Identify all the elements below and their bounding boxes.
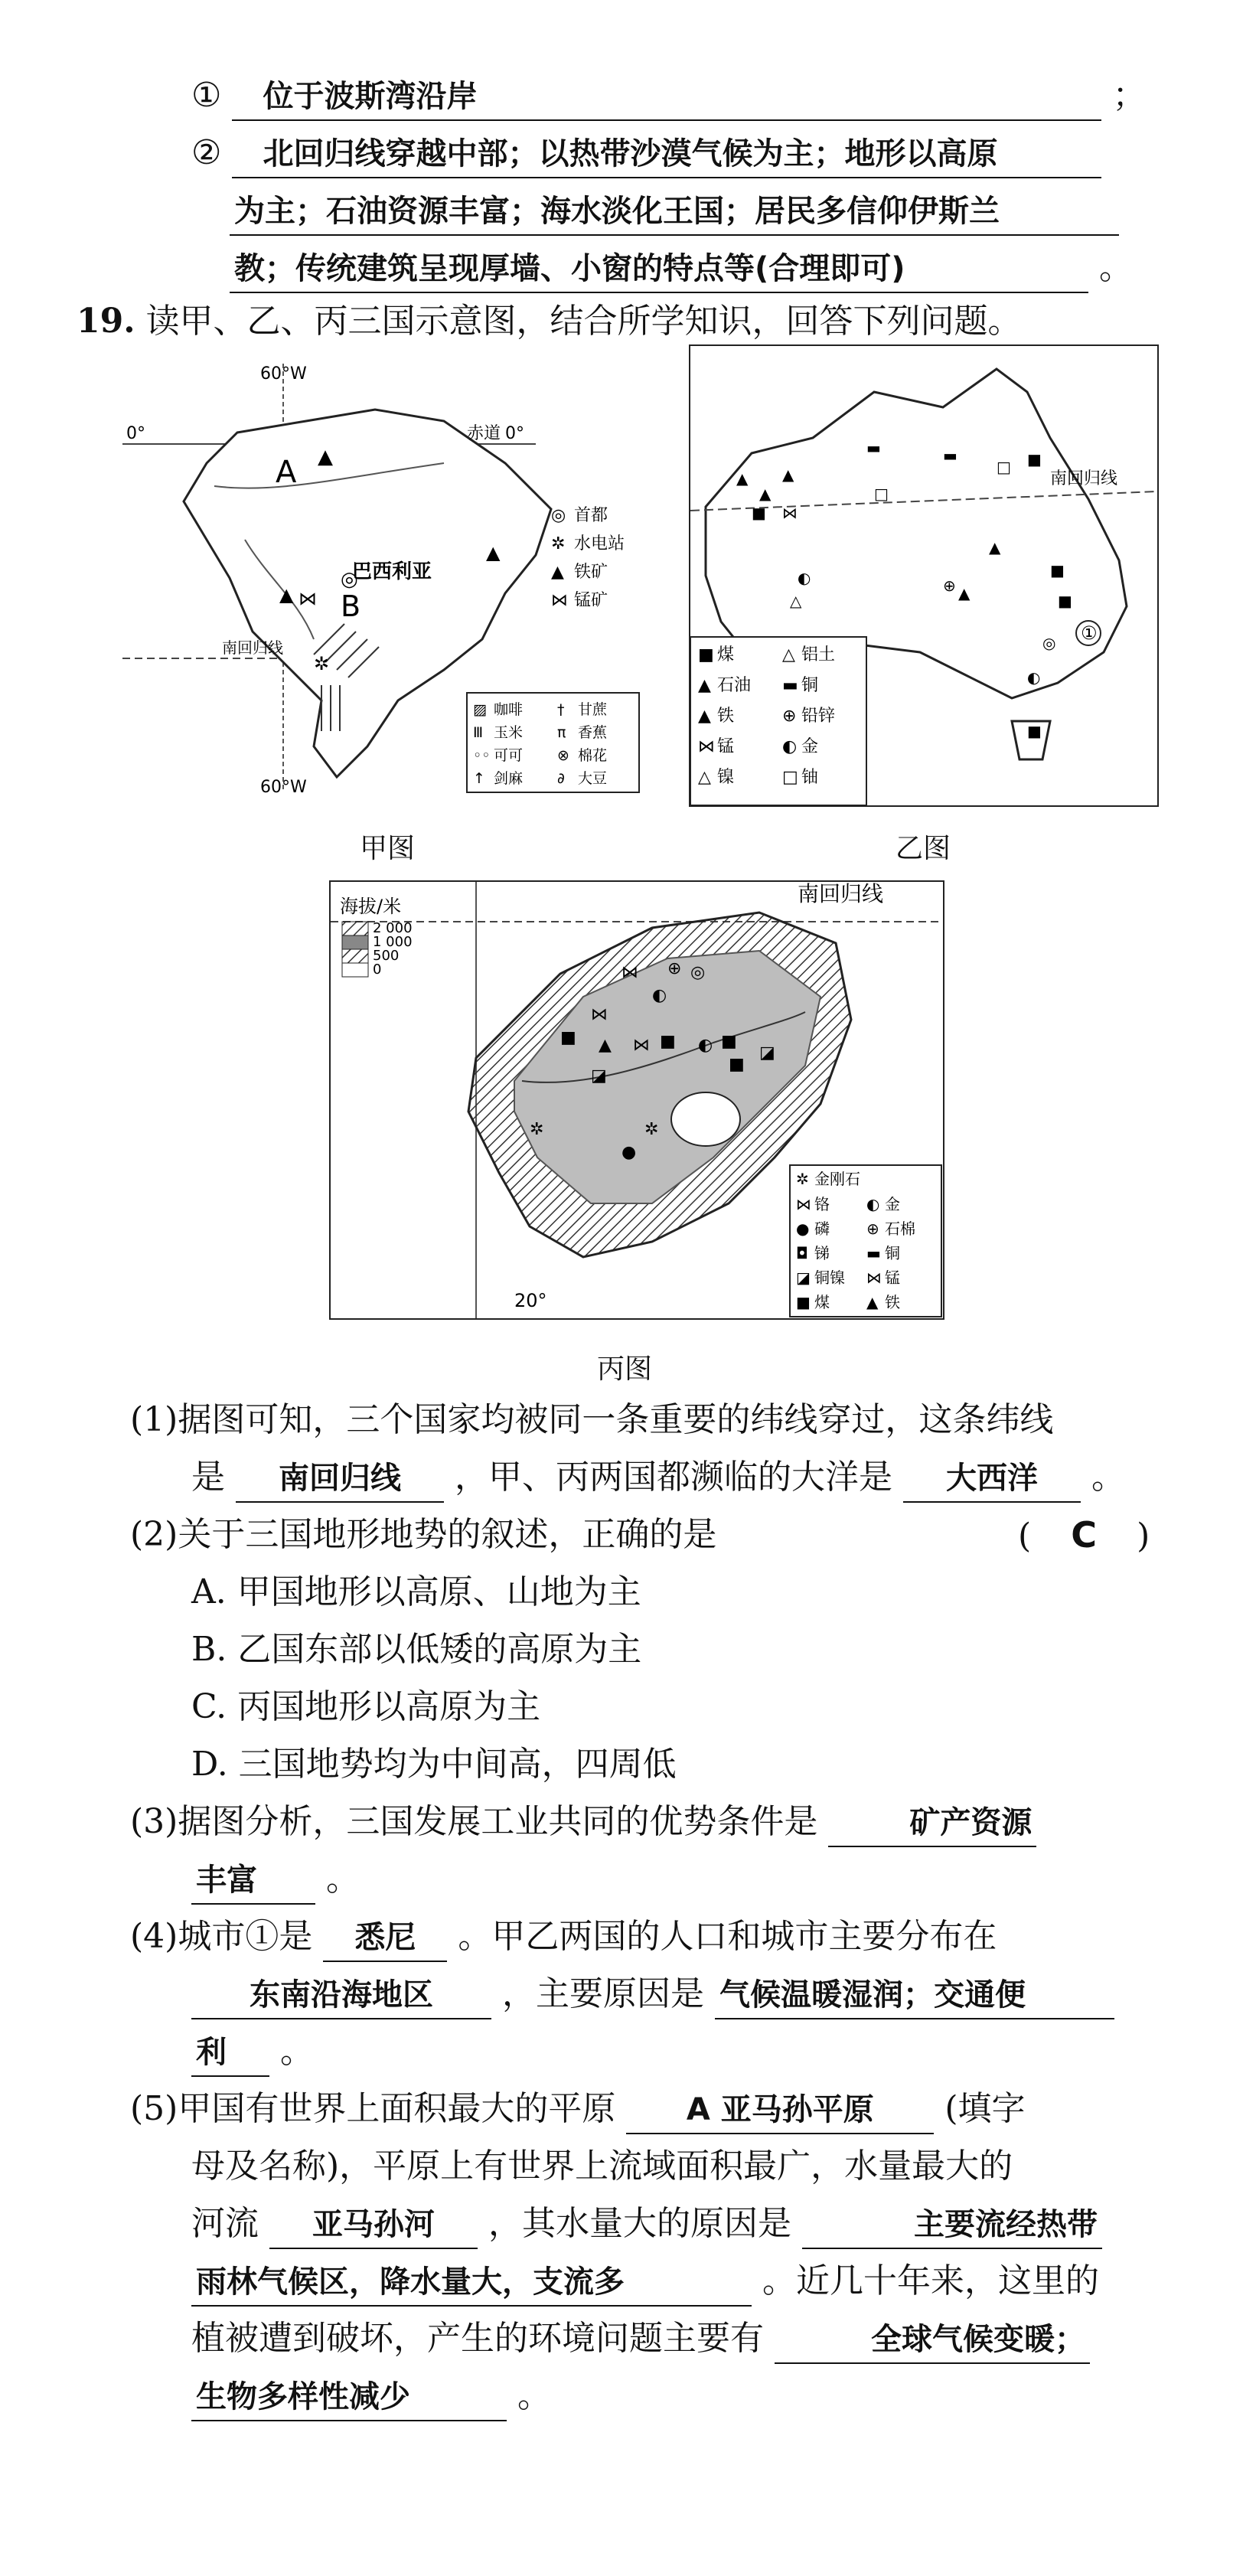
svg-text:⋈: ⋈ xyxy=(591,1005,608,1024)
sub5-text-e: ，其水量大的原因是 xyxy=(488,2204,791,2243)
yi-legend-icon-2: ▲ xyxy=(698,676,711,695)
sub5-text-a: (5)甲国有世界上面积最大的平原 xyxy=(130,2089,616,2128)
map-yi-caption: 乙图 xyxy=(896,833,951,864)
bing-legend-icon-9: ▲ xyxy=(866,1293,879,1311)
svg-text:◐: ◐ xyxy=(798,569,811,587)
svg-text:▲: ▲ xyxy=(736,469,749,488)
svg-text:◎: ◎ xyxy=(690,963,706,982)
q19-stem-text: 读甲、乙、丙三国示意图，结合所学知识，回答下列问题。 xyxy=(145,302,1022,341)
jia-crop-name-4: 可可 xyxy=(494,747,524,764)
svg-text:▬: ▬ xyxy=(866,439,881,457)
q18-item2-line3 xyxy=(230,245,1133,293)
jia-crop-name-2: 玉米 xyxy=(494,724,524,741)
sub2-question-text: (2)关于三国地形地势的叙述，正确的是 xyxy=(130,1515,717,1554)
sub5-text-c: 母及名称)，平原上有世界上流域面积最广，水量最大的 xyxy=(191,2147,1013,2186)
q18-item2-end: 。 xyxy=(1099,248,1133,287)
map-jia xyxy=(122,348,651,800)
svg-text:⋈: ⋈ xyxy=(782,504,798,522)
q18-item2-answer-line2: 为主；石油资源丰富；海水淡化王国；居民多信仰伊斯兰 xyxy=(230,188,1119,236)
q18-item2-line2 xyxy=(230,188,1119,236)
bing-altitude-title: 海拔/米 xyxy=(340,896,402,917)
yi-legend-name-8: 镍 xyxy=(717,768,735,787)
map-jia-caption: 甲图 xyxy=(360,833,416,864)
sub5-line6 xyxy=(191,2373,551,2421)
bing-altitude-2: 500 xyxy=(373,948,400,964)
sub1-answer-2: 大西洋 xyxy=(903,1455,1081,1503)
jia-crop-name-7: 大豆 xyxy=(578,770,608,787)
svg-text:■: ■ xyxy=(1050,561,1065,580)
svg-text:◐: ◐ xyxy=(698,1036,713,1055)
sub5-text-b: (填字 xyxy=(944,2089,1026,2128)
svg-text:●: ● xyxy=(621,1143,637,1162)
yi-legend-icon-4: ▲ xyxy=(698,707,711,726)
svg-text:△: △ xyxy=(790,592,802,610)
sub4-text-a: (4)城市①是 xyxy=(130,1917,313,1956)
bing-legend-icon-3: ⊕ xyxy=(866,1219,879,1238)
q18-item1-mark: ① xyxy=(191,76,222,115)
sub5-line1 xyxy=(130,2086,1026,2134)
sub4-line3 xyxy=(191,2029,314,2077)
svg-text:▲: ▲ xyxy=(279,584,294,606)
sub1-text-a: (1)据图可知，三个国家均被同一条重要的纬线穿过，这条纬线 xyxy=(130,1400,1054,1439)
jia-legend-name-3: 锰矿 xyxy=(574,591,608,610)
sub4-answer-3-part2: 利 xyxy=(191,2029,269,2077)
yi-legend-icon-1: △ xyxy=(782,645,795,664)
svg-text:▲: ▲ xyxy=(759,485,772,503)
sub5-text-g: 植被遭到破坏，产生的环境问题主要有 xyxy=(191,2319,764,2358)
yi-legend-name-4: 铁 xyxy=(717,707,735,726)
svg-text:□: □ xyxy=(997,458,1011,476)
sub2-paren-close: ) xyxy=(1137,1517,1150,1556)
yi-legend-icon-0: ■ xyxy=(698,645,714,664)
q19-number: 19. xyxy=(77,302,135,341)
q18-item1-answer: 位于波斯湾沿岸 xyxy=(232,73,1101,121)
svg-text:■: ■ xyxy=(1027,722,1042,740)
yi-legend-name-3: 铜 xyxy=(801,676,819,695)
svg-text:▲: ▲ xyxy=(318,446,333,469)
jia-equator: 赤道 xyxy=(467,424,501,443)
bing-altitude-0: 2 000 xyxy=(373,920,413,936)
sub4-line1 xyxy=(130,1914,997,1962)
bing-legend-name-0: 铬 xyxy=(814,1195,830,1213)
q18-item1-end: ； xyxy=(1112,76,1147,115)
bing-legend-name-4: 锑 xyxy=(814,1244,830,1262)
map-bing-caption: 丙图 xyxy=(597,1353,653,1385)
sub1-line2 xyxy=(191,1455,1125,1503)
yi-legend-name-7: 金 xyxy=(801,737,819,756)
bing-legend-name-6: 铜镍 xyxy=(814,1268,845,1287)
sub2-answer: C xyxy=(1071,1514,1098,1556)
svg-text:◐: ◐ xyxy=(652,986,667,1005)
yi-city-mark: ① xyxy=(1081,622,1098,644)
svg-text:◎: ◎ xyxy=(1042,634,1056,652)
q18-item2-line1 xyxy=(191,130,1101,178)
jia-legend-icon-1: ✲ xyxy=(551,534,566,553)
yi-legend-name-1: 铝土 xyxy=(801,645,836,664)
sub4-answer-3-part1: 气候温暖湿润；交通便 xyxy=(715,1972,1114,2019)
svg-text:⊕: ⊕ xyxy=(943,576,956,595)
jia-legend-name-2: 铁矿 xyxy=(574,563,608,582)
jia-label-b: B xyxy=(341,589,361,623)
jia-legend-icon-0: ◎ xyxy=(551,506,566,525)
sub1-line1 xyxy=(130,1397,1053,1443)
svg-text:■: ■ xyxy=(1027,450,1042,469)
bing-legend-icon-0: ⋈ xyxy=(796,1195,811,1213)
svg-text:▲: ▲ xyxy=(989,538,1001,557)
jia-crop-name-0: 咖啡 xyxy=(494,701,524,718)
svg-text:◐: ◐ xyxy=(1027,668,1041,687)
bing-legend-name-1: 金 xyxy=(885,1195,900,1213)
sub5-answer-2: 亚马孙河 xyxy=(269,2202,478,2249)
jia-crop-name-6: 剑麻 xyxy=(494,770,524,787)
jia-crop-name-1: 甘蔗 xyxy=(578,701,608,718)
map-jia-svg xyxy=(122,348,651,800)
yi-legend-name-2: 石油 xyxy=(717,676,752,695)
bing-legend-name-3: 石棉 xyxy=(885,1219,915,1238)
bing-legend-icon-5: ▬ xyxy=(866,1244,881,1262)
jia-crop-icon-7: ∂ xyxy=(557,770,565,787)
svg-text:✲: ✲ xyxy=(314,653,330,674)
jia-crop-icon-4: ◦◦ xyxy=(473,747,491,764)
sub4-answer-2: 东南沿海地区 xyxy=(191,1972,491,2019)
svg-text:■: ■ xyxy=(660,1032,676,1051)
bing-legend-title-icon: ✲ xyxy=(796,1170,809,1188)
sub3-line1 xyxy=(130,1799,1036,1847)
svg-text:▲: ▲ xyxy=(486,542,501,563)
svg-text:◪: ◪ xyxy=(591,1066,607,1086)
bing-legend-icon-1: ◐ xyxy=(866,1195,880,1213)
jia-label-a: A xyxy=(276,455,297,490)
sub2-answer-box xyxy=(1018,1512,1150,1559)
sub5-answer-4-part2: 生物多样性减少 xyxy=(191,2374,507,2421)
q19-stem xyxy=(77,299,1022,344)
jia-lon-top: 60°W xyxy=(260,364,307,384)
bing-legend-name-8: 煤 xyxy=(814,1293,830,1311)
svg-text:▬: ▬ xyxy=(943,446,957,465)
jia-tropic: 南回归线 xyxy=(222,638,283,657)
bing-legend-name-2: 磷 xyxy=(814,1219,830,1238)
sub5-line4 xyxy=(191,2258,1099,2307)
svg-text:□: □ xyxy=(874,485,889,503)
sub4-end: 。 xyxy=(280,2032,314,2071)
bing-legend-icon-2: ● xyxy=(796,1219,810,1238)
svg-text:◪: ◪ xyxy=(759,1043,775,1063)
yi-legend-name-5: 铅锌 xyxy=(801,707,836,726)
sub5-answer-3-part2: 雨林气候区，降水量大，支流多 xyxy=(191,2259,752,2307)
sub2-option-a: A. 甲国地形以高原、山地为主 xyxy=(191,1572,641,1611)
q18-item2-answer-line3: 教；传统建筑呈现厚墙、小窗的特点等(合理即可) xyxy=(230,246,1088,293)
svg-text:■: ■ xyxy=(1058,592,1072,610)
yi-legend-name-9: 铀 xyxy=(801,768,819,787)
bing-legend-name-9: 铁 xyxy=(885,1293,900,1311)
map-bing-svg xyxy=(331,882,943,1318)
sub3-end: 。 xyxy=(326,1859,360,1899)
sub2-question xyxy=(130,1512,716,1558)
sub2-option-c: C. 丙国地形以高原为主 xyxy=(191,1687,541,1726)
jia-crop-icon-0: ▨ xyxy=(473,701,487,718)
sub5-end: 。 xyxy=(517,2376,551,2415)
svg-text:▲: ▲ xyxy=(958,584,971,602)
sub5-line2 xyxy=(191,2143,1013,2189)
bing-lon-label: 20° xyxy=(514,1290,547,1311)
bing-legend-icon-6: ◪ xyxy=(796,1268,811,1287)
yi-legend-icon-9: □ xyxy=(782,768,798,787)
svg-text:▲: ▲ xyxy=(782,465,794,484)
sub1-text-c: ，甲、丙两国都濒临的大洋是 xyxy=(455,1458,892,1497)
bing-legend-icon-7: ⋈ xyxy=(866,1268,882,1287)
svg-text:⋈: ⋈ xyxy=(633,1036,650,1055)
sub5-answer-3-part1: 主要流经热带 xyxy=(802,2202,1102,2249)
jia-equator-zero: 0° xyxy=(505,424,524,443)
jia-lon-bottom: 60°W xyxy=(260,778,307,797)
svg-text:⋈: ⋈ xyxy=(299,588,317,609)
jia-crop-icon-5: ⊗ xyxy=(557,747,569,764)
sub5-text-f: 。近几十年来，这里的 xyxy=(762,2261,1099,2300)
yi-legend-icon-3: ▬ xyxy=(782,676,798,695)
bing-altitude-3: 0 xyxy=(373,962,382,978)
jia-legend-icon-2: ▲ xyxy=(551,563,564,582)
sub2-option-b: B. 乙国东部以低矮的高原为主 xyxy=(191,1630,642,1669)
jia-zero-left: 0° xyxy=(126,424,145,443)
svg-text:■: ■ xyxy=(560,1028,576,1047)
sub3-question: (3)据图分析，三国发展工业共同的优势条件是 xyxy=(130,1802,818,1841)
svg-text:▲: ▲ xyxy=(599,1036,612,1055)
sub2-option-d: D. 三国地势均为中间高，四周低 xyxy=(191,1745,677,1784)
sub1-text-b: 是 xyxy=(191,1458,225,1497)
jia-crop-icon-1: † xyxy=(557,701,565,718)
sub1-text-d: 。 xyxy=(1091,1458,1125,1497)
q18-item1 xyxy=(191,73,1146,121)
bing-tropic: 南回归线 xyxy=(798,882,884,906)
sub4-text-b: 。甲乙两国的人口和城市主要分布在 xyxy=(458,1917,997,1956)
sub5-line3 xyxy=(191,2201,1102,2249)
yi-legend-name-0: 煤 xyxy=(717,645,735,664)
sub5-line5 xyxy=(191,2316,1090,2364)
jia-crop-name-5: 棉花 xyxy=(578,747,608,764)
sub2-paren-open: ( xyxy=(1018,1517,1032,1556)
sub1-answer-1: 南回归线 xyxy=(236,1455,444,1503)
q18-item2-mark: ② xyxy=(191,133,222,172)
svg-text:✲: ✲ xyxy=(644,1120,659,1139)
sub4-text-c: ，主要原因是 xyxy=(502,1974,704,2013)
sub5-text-d: 河流 xyxy=(191,2204,259,2243)
bing-legend-icon-4: ◘ xyxy=(796,1244,808,1262)
svg-text:◎: ◎ xyxy=(341,568,358,591)
yi-legend-name-6: 锰 xyxy=(717,737,735,756)
jia-legend-name-0: 首都 xyxy=(574,506,608,525)
sub3-answer-part1: 矿产资源 xyxy=(828,1800,1036,1847)
sub4-line2 xyxy=(191,1971,1114,2019)
svg-text:⋈: ⋈ xyxy=(621,963,638,982)
yi-legend-icon-7: ◐ xyxy=(782,737,798,756)
sub3-answer-part2: 丰富 xyxy=(191,1857,315,1905)
sub4-answer-1: 悉尼 xyxy=(323,1915,447,1962)
jia-capital: 巴西利亚 xyxy=(352,560,432,583)
yi-tropic: 南回归线 xyxy=(1050,469,1118,488)
bing-altitude-1: 1 000 xyxy=(373,934,413,950)
svg-text:■: ■ xyxy=(752,504,766,522)
bing-legend-name-7: 锰 xyxy=(885,1268,900,1287)
yi-legend-icon-6: ⋈ xyxy=(698,737,715,756)
yi-legend-icon-8: △ xyxy=(698,768,711,787)
jia-legend-name-1: 水电站 xyxy=(574,534,625,553)
map-bing xyxy=(329,880,944,1320)
jia-crop-name-3: 香蕉 xyxy=(578,724,608,741)
bing-legend-icon-8: ■ xyxy=(796,1293,811,1311)
svg-text:■: ■ xyxy=(721,1032,737,1051)
bing-legend-title: 金刚石 xyxy=(814,1170,860,1188)
sub5-answer-4-part1: 全球气候变暖； xyxy=(775,2316,1090,2364)
map-yi-svg xyxy=(690,346,1157,805)
bing-legend-name-5: 铜 xyxy=(885,1244,900,1262)
svg-text:⊕: ⊕ xyxy=(667,959,682,978)
jia-crop-icon-6: ↑ xyxy=(473,770,485,787)
jia-crop-icon-2: Ⅲ xyxy=(473,724,484,741)
sub3-line2 xyxy=(191,1856,360,1905)
svg-text:■: ■ xyxy=(729,1055,745,1074)
svg-text:✲: ✲ xyxy=(530,1120,544,1139)
sub5-answer-1: A 亚马孙平原 xyxy=(626,2087,934,2134)
jia-legend-icon-3: ⋈ xyxy=(551,591,568,610)
yi-legend-icon-5: ⊕ xyxy=(782,707,797,726)
q18-item2-answer-line1: 北回归线穿越中部；以热带沙漠气候为主；地形以高原 xyxy=(232,131,1101,178)
jia-crop-icon-3: π xyxy=(557,724,566,741)
map-yi xyxy=(689,344,1159,807)
